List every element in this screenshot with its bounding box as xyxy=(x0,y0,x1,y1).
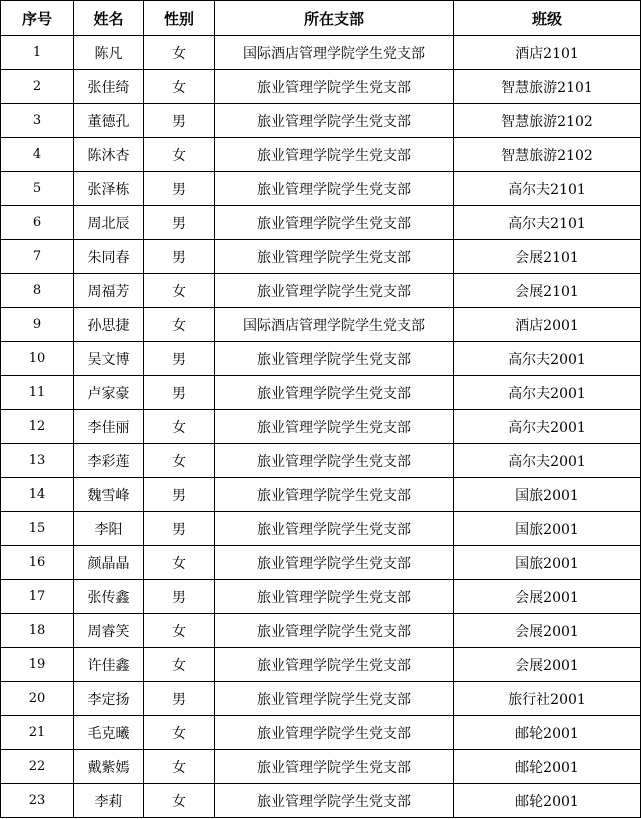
table-row xyxy=(1,648,641,682)
table-row xyxy=(1,70,641,104)
cell-name: 董德孔 xyxy=(74,104,144,138)
cell-gender: 男 xyxy=(144,342,215,376)
cell-branch: 旅业管理学院学生党支部 xyxy=(215,682,454,716)
cell-class: 会展2001 xyxy=(454,580,641,614)
cell-class: 会展2101 xyxy=(454,274,641,308)
table-row xyxy=(1,172,641,206)
table-row xyxy=(1,104,641,138)
cell-name: 张泽栋 xyxy=(74,172,144,206)
cell-gender: 男 xyxy=(144,206,215,240)
cell-gender: 女 xyxy=(144,648,215,682)
cell-gender: 女 xyxy=(144,70,215,104)
cell-gender: 男 xyxy=(144,478,215,512)
cell-class: 酒店2001 xyxy=(454,308,641,342)
cell-branch: 旅业管理学院学生党支部 xyxy=(215,172,454,206)
cell-class: 邮轮2001 xyxy=(454,784,641,818)
cell-name: 周福芳 xyxy=(74,274,144,308)
header-branch: 所在支部 xyxy=(215,1,454,36)
cell-branch: 旅业管理学院学生党支部 xyxy=(215,70,454,104)
cell-num: 19 xyxy=(1,648,74,682)
cell-gender: 男 xyxy=(144,682,215,716)
cell-num: 3 xyxy=(1,104,74,138)
cell-num: 11 xyxy=(1,376,74,410)
header-name: 姓名 xyxy=(74,1,144,36)
cell-name: 李莉 xyxy=(74,784,144,818)
table-row xyxy=(1,240,641,274)
cell-branch: 旅业管理学院学生党支部 xyxy=(215,478,454,512)
cell-class: 高尔夫2001 xyxy=(454,444,641,478)
cell-num: 20 xyxy=(1,682,74,716)
table-row xyxy=(1,478,641,512)
cell-num: 5 xyxy=(1,172,74,206)
cell-gender: 男 xyxy=(144,580,215,614)
cell-class: 邮轮2001 xyxy=(454,716,641,750)
cell-branch: 国际酒店管理学院学生党支部 xyxy=(215,308,454,342)
header-row xyxy=(1,1,641,36)
cell-name: 陈凡 xyxy=(74,36,144,70)
cell-name: 李彩莲 xyxy=(74,444,144,478)
cell-class: 国旅2001 xyxy=(454,546,641,580)
cell-num: 10 xyxy=(1,342,74,376)
cell-class: 酒店2101 xyxy=(454,36,641,70)
cell-class: 会展2001 xyxy=(454,614,641,648)
cell-num: 18 xyxy=(1,614,74,648)
cell-branch: 旅业管理学院学生党支部 xyxy=(215,444,454,478)
cell-num: 8 xyxy=(1,274,74,308)
cell-name: 李定扬 xyxy=(74,682,144,716)
cell-class: 智慧旅游2102 xyxy=(454,104,641,138)
table-row xyxy=(1,784,641,818)
cell-name: 魏雪峰 xyxy=(74,478,144,512)
table-row xyxy=(1,376,641,410)
table-row xyxy=(1,444,641,478)
cell-name: 许佳鑫 xyxy=(74,648,144,682)
cell-name: 周睿笑 xyxy=(74,614,144,648)
cell-branch: 旅业管理学院学生党支部 xyxy=(215,784,454,818)
cell-branch: 旅业管理学院学生党支部 xyxy=(215,274,454,308)
cell-num: 14 xyxy=(1,478,74,512)
cell-class: 高尔夫2001 xyxy=(454,376,641,410)
cell-branch: 旅业管理学院学生党支部 xyxy=(215,648,454,682)
cell-branch: 旅业管理学院学生党支部 xyxy=(215,104,454,138)
cell-gender: 男 xyxy=(144,240,215,274)
table-row xyxy=(1,716,641,750)
header-gender: 性别 xyxy=(144,1,215,36)
table-row xyxy=(1,580,641,614)
cell-num: 17 xyxy=(1,580,74,614)
cell-name: 朱同春 xyxy=(74,240,144,274)
cell-num: 9 xyxy=(1,308,74,342)
table-row xyxy=(1,138,641,172)
cell-class: 国旅2001 xyxy=(454,512,641,546)
cell-class: 高尔夫2101 xyxy=(454,206,641,240)
cell-num: 16 xyxy=(1,546,74,580)
table-body xyxy=(1,36,641,818)
cell-name: 卢家豪 xyxy=(74,376,144,410)
cell-num: 1 xyxy=(1,36,74,70)
cell-class: 智慧旅游2101 xyxy=(454,70,641,104)
cell-class: 国旅2001 xyxy=(454,478,641,512)
cell-name: 张传鑫 xyxy=(74,580,144,614)
cell-gender: 女 xyxy=(144,614,215,648)
cell-class: 智慧旅游2102 xyxy=(454,138,641,172)
header-class: 班级 xyxy=(454,1,641,36)
cell-name: 张佳绮 xyxy=(74,70,144,104)
cell-name: 李阳 xyxy=(74,512,144,546)
cell-branch: 旅业管理学院学生党支部 xyxy=(215,546,454,580)
cell-gender: 女 xyxy=(144,274,215,308)
cell-gender: 男 xyxy=(144,376,215,410)
cell-gender: 男 xyxy=(144,104,215,138)
table-row xyxy=(1,682,641,716)
cell-branch: 旅业管理学院学生党支部 xyxy=(215,410,454,444)
cell-name: 李佳丽 xyxy=(74,410,144,444)
cell-gender: 女 xyxy=(144,784,215,818)
cell-gender: 男 xyxy=(144,172,215,206)
cell-gender: 女 xyxy=(144,750,215,784)
cell-num: 7 xyxy=(1,240,74,274)
table-row xyxy=(1,206,641,240)
cell-num: 13 xyxy=(1,444,74,478)
cell-name: 周北辰 xyxy=(74,206,144,240)
cell-gender: 女 xyxy=(144,36,215,70)
cell-class: 旅行社2001 xyxy=(454,682,641,716)
cell-num: 15 xyxy=(1,512,74,546)
cell-name: 颜晶晶 xyxy=(74,546,144,580)
cell-class: 高尔夫2001 xyxy=(454,410,641,444)
cell-num: 2 xyxy=(1,70,74,104)
cell-class: 会展2101 xyxy=(454,240,641,274)
cell-branch: 旅业管理学院学生党支部 xyxy=(215,240,454,274)
cell-gender: 女 xyxy=(144,716,215,750)
cell-branch: 旅业管理学院学生党支部 xyxy=(215,206,454,240)
cell-gender: 女 xyxy=(144,410,215,444)
cell-branch: 旅业管理学院学生党支部 xyxy=(215,716,454,750)
cell-class: 会展2001 xyxy=(454,648,641,682)
cell-name: 陈沐杏 xyxy=(74,138,144,172)
table-row xyxy=(1,274,641,308)
cell-num: 6 xyxy=(1,206,74,240)
cell-class: 高尔夫2101 xyxy=(454,172,641,206)
cell-gender: 女 xyxy=(144,444,215,478)
table-row xyxy=(1,512,641,546)
table-row xyxy=(1,750,641,784)
cell-gender: 男 xyxy=(144,512,215,546)
table-row xyxy=(1,342,641,376)
cell-branch: 旅业管理学院学生党支部 xyxy=(215,376,454,410)
cell-name: 孙思捷 xyxy=(74,308,144,342)
cell-num: 12 xyxy=(1,410,74,444)
table-row xyxy=(1,614,641,648)
cell-name: 戴紫嫣 xyxy=(74,750,144,784)
table-row xyxy=(1,308,641,342)
cell-branch: 旅业管理学院学生党支部 xyxy=(215,138,454,172)
cell-branch: 旅业管理学院学生党支部 xyxy=(215,512,454,546)
header-num: 序号 xyxy=(1,1,74,36)
cell-branch: 旅业管理学院学生党支部 xyxy=(215,614,454,648)
cell-num: 4 xyxy=(1,138,74,172)
cell-gender: 女 xyxy=(144,308,215,342)
cell-num: 21 xyxy=(1,716,74,750)
table-row xyxy=(1,36,641,70)
cell-gender: 女 xyxy=(144,138,215,172)
cell-name: 毛克曦 xyxy=(74,716,144,750)
table-row xyxy=(1,546,641,580)
cell-class: 高尔夫2001 xyxy=(454,342,641,376)
cell-branch: 旅业管理学院学生党支部 xyxy=(215,750,454,784)
cell-num: 23 xyxy=(1,784,74,818)
table-header xyxy=(1,1,641,36)
table-row xyxy=(1,410,641,444)
cell-num: 22 xyxy=(1,750,74,784)
cell-gender: 女 xyxy=(144,546,215,580)
cell-branch: 旅业管理学院学生党支部 xyxy=(215,580,454,614)
cell-name: 吴文博 xyxy=(74,342,144,376)
cell-branch: 国际酒店管理学院学生党支部 xyxy=(215,36,454,70)
cell-branch: 旅业管理学院学生党支部 xyxy=(215,342,454,376)
cell-class: 邮轮2001 xyxy=(454,750,641,784)
